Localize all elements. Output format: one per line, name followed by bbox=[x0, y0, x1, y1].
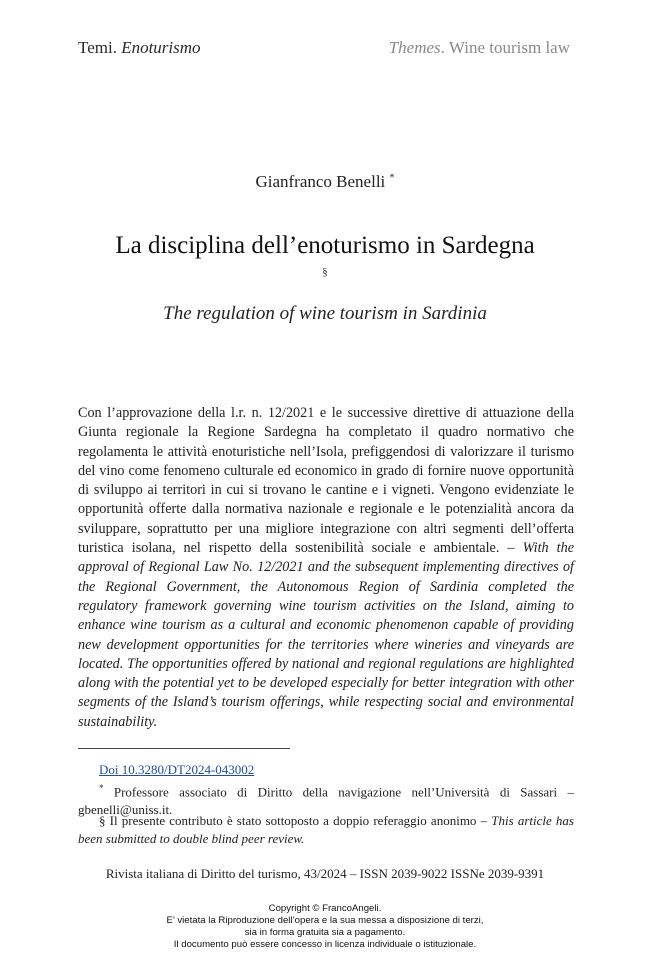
running-header-right bbox=[389, 38, 570, 58]
abstract-english: With the approval of Regional Law No. 12/2021 and the subsequent implementing directives of the Regional Government, the Autonomous Region of Sardinia completed the regulatory framework governing wine tourism activities on the Island, aiming to enhance wine tourism as a cultural and economic phenomenon capable of providing new development opportunities for the territories where wineries and vineyards are located. The opportunities offered by national and regional regulations are highlighted along with the potential yet to be developed especially for better integration with other segments of the Island’s tourism offerings, while respecting social and environmental sustainability. bbox=[78, 540, 574, 730]
copyright-notice bbox=[0, 903, 650, 951]
article-subtitle-en: The regulation of wine tourism in Sardinia bbox=[163, 303, 487, 324]
header-section-label: Temi. bbox=[78, 38, 117, 57]
author-footnote-mark: * bbox=[389, 172, 395, 184]
abstract bbox=[78, 404, 574, 732]
footnote-author-mark: * bbox=[99, 783, 104, 793]
author-line bbox=[0, 172, 650, 192]
copyright-line-4: Il documento può essere concesso in licenza individuale o istituzionale. bbox=[173, 939, 477, 950]
footnote-review-text-en: This article has been submitted to double blind peer review. bbox=[78, 813, 574, 846]
header-section-label-en: Themes bbox=[388, 38, 441, 57]
copyright-line-1: Copyright © FrancoAngeli. bbox=[268, 903, 382, 914]
footnote-author-text: Professore associato di Diritto della navigazione nell’Università di Sassari – gbenelli@uniss.it. bbox=[78, 784, 574, 818]
footnote-divider bbox=[78, 748, 290, 749]
article-title: La disciplina dell’enoturismo in Sardegna bbox=[115, 232, 535, 259]
doi-link[interactable]: Doi 10.3280/DT2024-043002 bbox=[99, 762, 255, 777]
running-header-left bbox=[78, 38, 201, 58]
footnote-review-text: Il presente contributo è stato sottoposto a doppio referaggio anonimo – bbox=[109, 813, 488, 828]
footnote-review bbox=[78, 812, 574, 848]
abstract-italian: Con l’approvazione della l.r. n. 12/2021 e le successive direttive di attuazione della Giunta regionale la Regione Sardegna ha completato il quadro normativo che regolamenta le attività enoturistiche nell’Isola, prefiggendosi di valorizzare il turismo del vino come fenomeno culturale ed economico in grado di fornire nuove opportunità di sviluppo ai territori in cui si trovano le cantine e i vigneti. Vengono evidenziate le opportunità offerte dalla normativa nazionale e regionale e le potenzialità ancora da sviluppare, soprattutto per una migliore integrazione con altri segmenti dell’offerta turistica isolana, nel rispetto della sostenibilità sociale e ambientale. – bbox=[78, 405, 574, 557]
header-topic-en: . Wine tourism law bbox=[440, 38, 570, 57]
author-name: Gianfranco Benelli bbox=[255, 172, 386, 191]
footnote-review-mark: § bbox=[99, 813, 106, 828]
journal-citation: Rivista italiana di Diritto del turismo, 43/2024 – ISSN 2039-9022 ISSNe 2039-9391 bbox=[105, 866, 545, 881]
copyright-line-2: E’ vietata la Riproduzione dell’opera e la sua messa a disposizione di terzi, bbox=[166, 915, 484, 926]
header-topic: Enoturismo bbox=[121, 38, 201, 57]
copyright-line-3: sia in forma gratuita sia a pagamento. bbox=[244, 927, 406, 938]
title-footnote-mark: § bbox=[322, 266, 328, 278]
